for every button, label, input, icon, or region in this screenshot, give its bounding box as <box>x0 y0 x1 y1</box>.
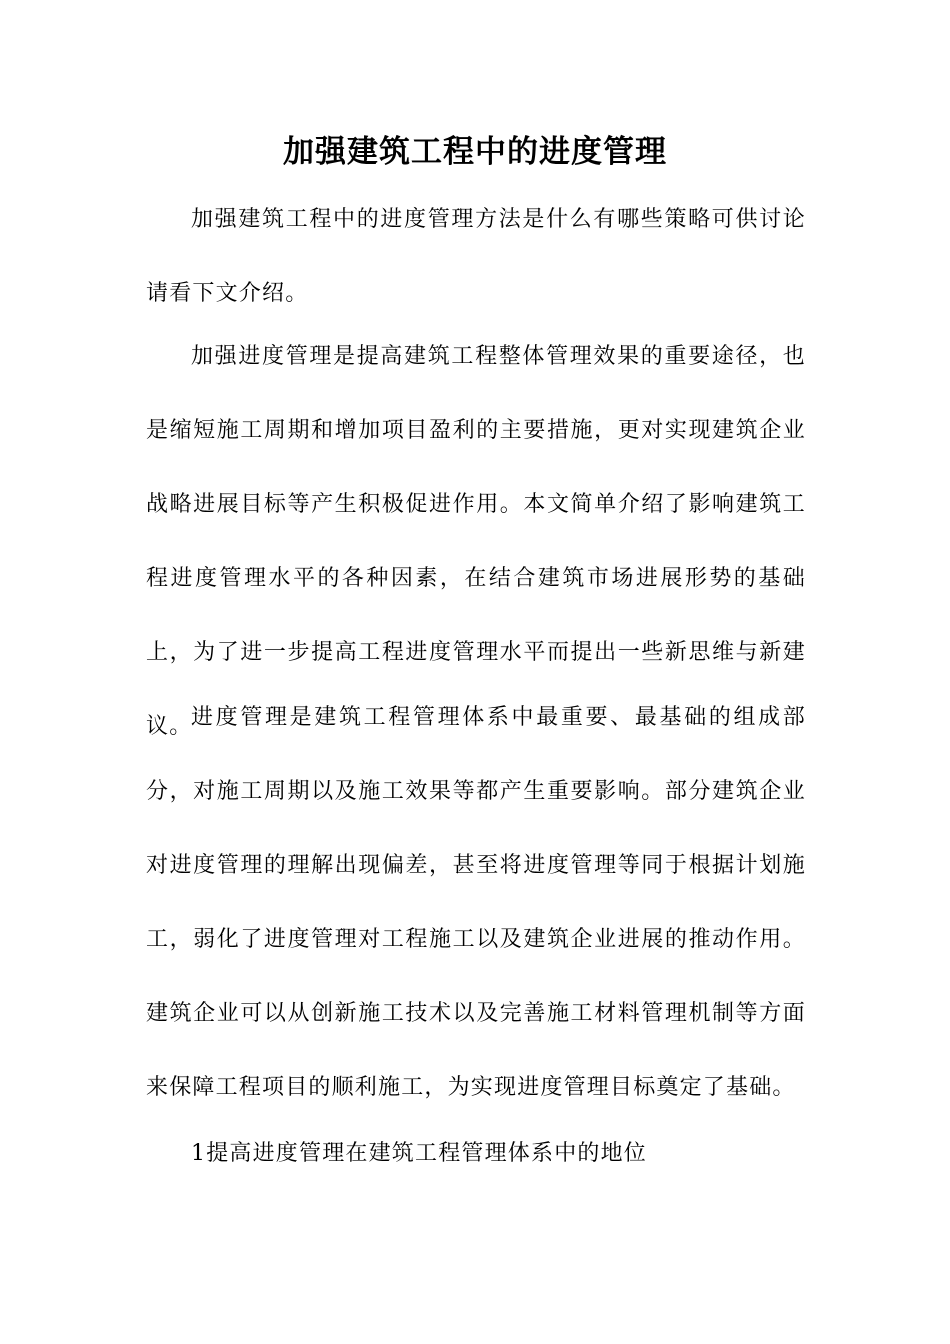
paragraph-overview: 进度管理是建筑工程管理体系中最重要、最基础的组成部分，对施工周期以及施工效果等都产生重要影响。部分建筑企业对进度管理的理解出现偏差，甚至将进度管理等同于根据计划施工，弱化了进度管理对工程施工以及建筑企业进展的推动作用。建筑企业可以从创新施工技术以及完善施工材料管理机制等方面来保障工程项目的顺利施工，为实现进度管理目标奠定了基础。 <box>146 705 806 1100</box>
paragraph-importance: 加强进度管理是提高建筑工程整体管理效果的重要途径，也是缩短施工周期和增加项目盈利的主要措施，更对实现建筑企业战略进展目标等产生积极促进作用。本文简单介绍了影响建筑工程进度管理水平的各种因素，在结合建筑市场进展形势的基础上，为了进一步提高工程进度管理水平而提出一些新思维与新建议。 <box>146 344 806 739</box>
section-heading-1: 1提高进度管理在建筑工程管理体系中的地位 <box>191 1141 647 1166</box>
paragraph-intro: 加强建筑工程中的进度管理方法是什么有哪些策略可供讨论请看下文介绍。 <box>146 207 806 306</box>
document-title: 加强建筑工程中的进度管理 <box>283 134 667 170</box>
